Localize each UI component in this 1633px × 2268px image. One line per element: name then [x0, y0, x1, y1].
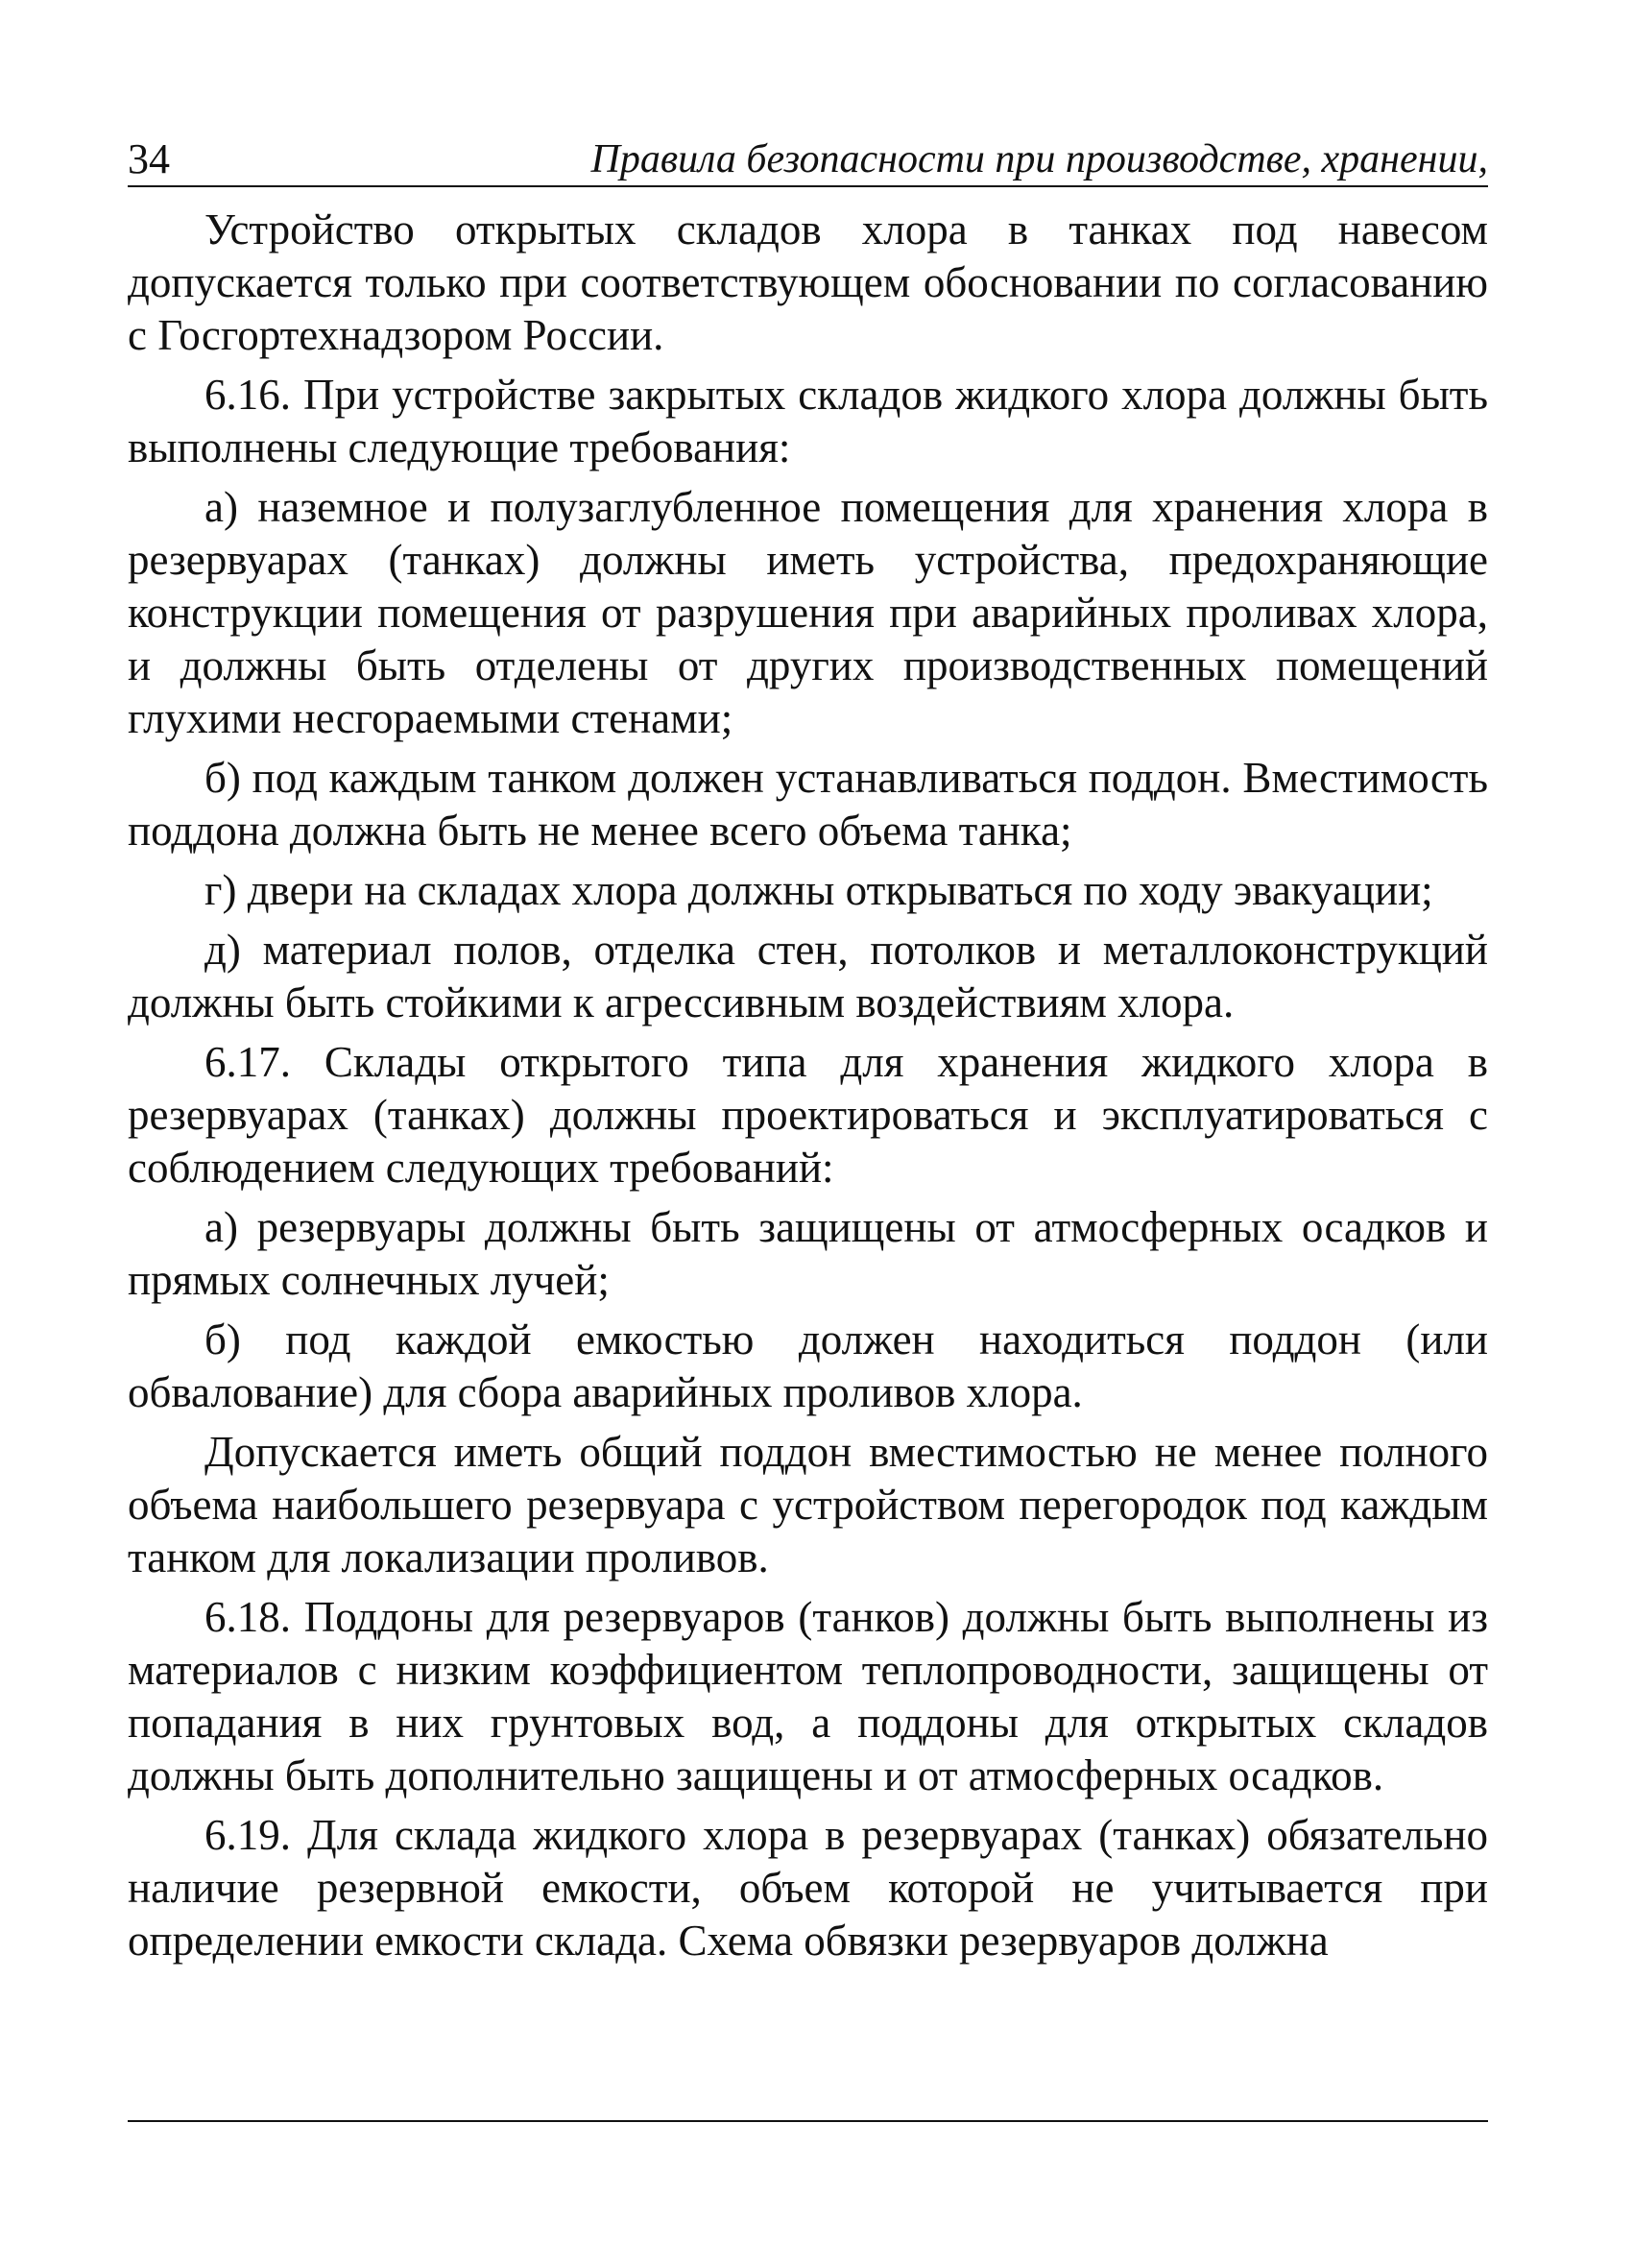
running-title: Правила безопасности при производстве, хранении, — [590, 137, 1488, 181]
page-header — [128, 134, 1488, 184]
paragraph-6-18: 6.18. Поддоны для резервуаров (танков) должны быть выполнены из материалов с низким коэффициентом теплопроводности, защищены от попадания в них грунтовых вод, а поддоны для открытых складов должны быть дополнительно защищены и от атмосферных осадков. — [128, 1593, 1488, 1799]
paragraph-common-tray: Допускается иметь общий поддон вместимостью не менее полного объема наибольшего резервуара с устройством перегородок под каждым танком для локализации проливов. — [128, 1428, 1488, 1581]
paragraph-6-16-a: а) наземное и полузаглубленное помещения для хранения хлора в резервуарах (танках) должны иметь устройства, предохраняющие конструкции помещения от разрушения при аварийных проливах хлора, и должны быть отделены от других производственных помещений глухими несгораемыми стенами; — [128, 483, 1488, 742]
body-text — [128, 204, 1488, 1974]
header-rule — [128, 185, 1488, 187]
paragraph-6-17-a: а) резервуары должны быть защищены от атмосферных осадков и прямых солнечных лучей; — [128, 1203, 1488, 1304]
page-number: 34 — [128, 135, 170, 182]
paragraph-open-warehouses: Устройство открытых складов хлора в танках под навесом допускается только при соответствующем обосновании по согласованию с Госгортехнадзором России. — [128, 205, 1488, 359]
footer-rule — [128, 2120, 1488, 2122]
paragraph-6-16-d: д) материал полов, отделка стен, потолков и металлоконструкций должны быть стойкими к агрессивным воздействиям хлора. — [128, 926, 1488, 1026]
paragraph-6-16-b: б) под каждым танком должен устанавливаться поддон. Вместимость поддона должна быть не менее всего объема танка; — [128, 754, 1488, 855]
paragraph-6-17: 6.17. Склады открытого типа для хранения жидкого хлора в резервуарах (танках) должны проектироваться и эксплуатироваться с соблюдением следующих требований: — [128, 1038, 1488, 1192]
paragraph-6-17-b: б) под каждой емкостью должен находиться поддон (или обвалование) для сбора аварийных проливов хлора. — [128, 1315, 1488, 1416]
paragraph-6-16-g: г) двери на складах хлора должны открываться по ходу эвакуации; — [204, 866, 1433, 914]
paragraph-6-16: 6.16. При устройстве закрытых складов жидкого хлора должны быть выполнены следующие требования: — [128, 371, 1488, 471]
paragraph-6-19: 6.19. Для склада жидкого хлора в резервуарах (танках) обязательно наличие резервной емкости, объем которой не учитывается при определении емкости склада. Схема обвязки резервуаров должна — [128, 1811, 1488, 1965]
